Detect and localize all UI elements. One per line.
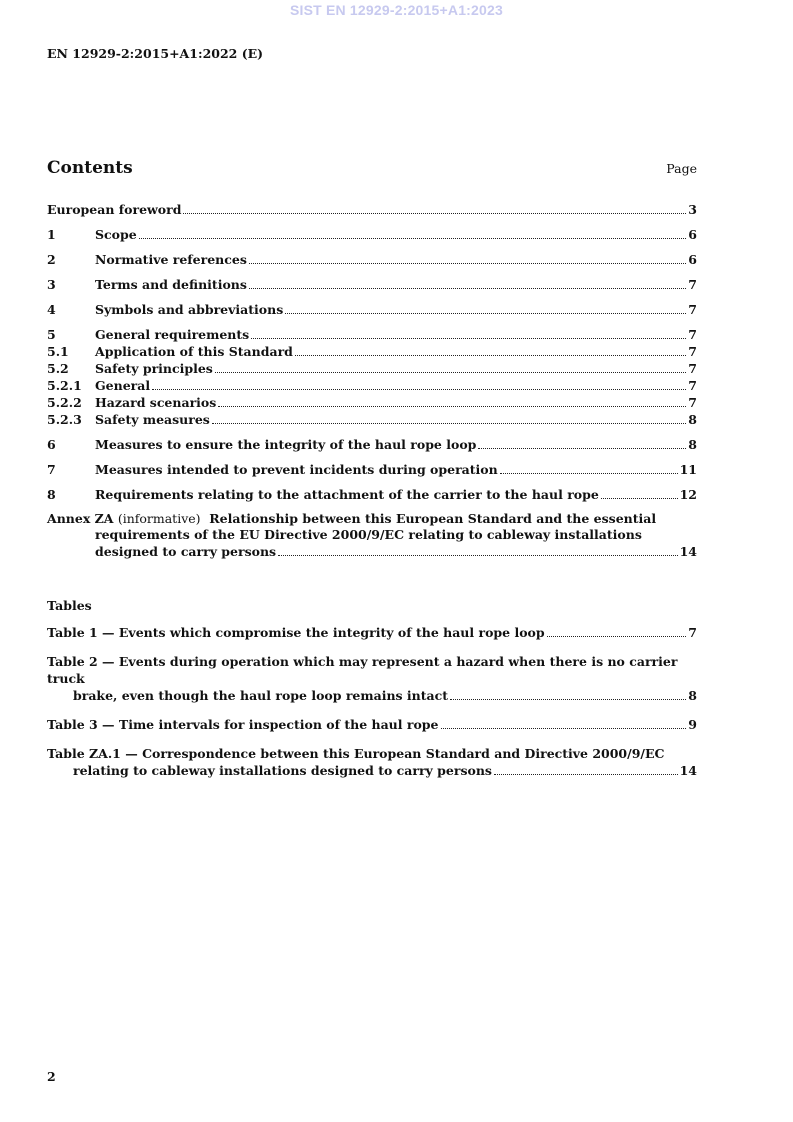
toc-entry-carrier-attachment[interactable] [47,486,697,503]
toc-entry-title: Requirements relating to the attachment of the carrier to the haul rope [95,487,599,502]
toc-entry-number: 7 [47,462,56,477]
table-entry-line [47,687,697,704]
toc-entry-title: Scope [95,227,137,242]
leader-dots [249,262,686,264]
table-entry-za1[interactable] [47,745,697,779]
toc-entry-number: 6 [47,437,56,452]
leader-dots [212,422,686,424]
table-entry-line [47,624,697,641]
leader-dots [285,312,686,314]
table-entry-1[interactable] [47,624,697,641]
toc-entry-page: 14 [679,544,697,559]
annex-title-line-1: Relationship between this European Standard and the essential [209,511,657,526]
table-entry-2[interactable] [47,653,697,704]
leader-dots [601,497,678,499]
toc-entry-number: 5.2.3 [47,412,82,427]
leader-dots [478,447,686,449]
leader-dots [450,698,686,700]
toc-entry-annex-za[interactable] [47,511,697,560]
toc-entry-number: 5.2.1 [47,378,82,393]
toc-entry-integrity-measures[interactable] [47,436,697,453]
toc-entry-page: 3 [688,202,697,217]
page-column-label: Page [666,161,697,176]
table-entry-page: 9 [688,717,697,732]
annex-title-line-3: designed to carry persons [95,544,277,559]
toc-entry-safety-principles[interactable] [47,360,697,377]
leader-dots [215,371,686,373]
toc-entry-terms-definitions[interactable] [47,276,697,293]
toc-entry-number: 5.2 [47,361,69,376]
toc-entry-number: 3 [47,277,56,292]
toc-entry-title: Symbols and abbreviations [95,302,284,317]
toc-entry-title: Terms and definitions [95,277,247,292]
toc-entry-title: General requirements [95,327,250,342]
toc-entry-page: 7 [688,395,697,410]
toc-entry-symbols-abbreviations[interactable] [47,301,697,318]
leader-dots [547,635,687,637]
toc-entry-foreword[interactable] [47,201,697,218]
toc-entry-title: General [95,378,151,393]
toc-entry-page: 7 [688,361,697,376]
table-entry-title-line-1: Table ZA.1 — Correspondence between this European Standard and Directive 2000/9/EC [47,746,665,761]
table-entry-page: 14 [679,763,697,778]
leader-dots [249,287,686,289]
toc-entry-title: Safety principles [95,361,213,376]
table-of-contents [47,201,697,560]
toc-entry-title: Measures to ensure the integrity of the haul rope loop [95,437,477,452]
toc-entry-page: 7 [688,302,697,317]
toc-entry-title: Safety measures [95,412,210,427]
table-entry-title: Table 3 — Time intervals for inspection of the haul rope [47,717,439,732]
toc-entry-general-requirements[interactable] [47,326,697,343]
toc-entry-safety-measures[interactable] [47,411,697,428]
table-entry-line [47,762,697,779]
toc-entry-number: 5 [47,327,56,342]
table-entry-title-line-1: Table 2 — Events during operation which may represent a hazard when there is no carrier truck [47,654,678,686]
toc-entry-number: 4 [47,302,56,317]
annex-line-1 [47,511,697,527]
leader-dots [183,212,686,214]
toc-entry-page: 8 [688,437,697,452]
toc-entry-number: 5.1 [47,344,69,359]
toc-entry-page: 12 [679,487,697,502]
table-entry-page: 8 [688,688,697,703]
leader-dots [251,337,686,339]
watermark: SIST EN 12929-2:2015+A1:2023 [289,2,503,18]
contents-header [47,158,697,178]
table-entry-title: Table 1 — Events which compromise the integrity of the haul rope loop [47,625,545,640]
leader-dots [441,727,687,729]
toc-entry-application[interactable] [47,343,697,360]
annex-title-line-2: requirements of the EU Directive 2000/9/EC relating to cableway installations [95,527,642,542]
table-entry-line [47,716,697,733]
list-of-tables [47,624,697,779]
leader-dots [494,773,678,775]
leader-dots [139,237,687,239]
toc-entry-page: 7 [688,327,697,342]
toc-entry-page: 11 [679,462,697,477]
tables-heading: Tables [47,598,92,613]
toc-entry-page: 7 [688,378,697,393]
toc-entry-page: 6 [688,252,697,267]
toc-entry-page: 7 [688,277,697,292]
toc-entry-page: 6 [688,227,697,242]
toc-entry-number: 5.2.2 [47,395,82,410]
toc-entry-title: Measures intended to prevent incidents during operation [95,462,498,477]
page-number: 2 [47,1069,56,1084]
toc-entry-incident-prevention[interactable] [47,461,697,478]
toc-entry-number: 2 [47,252,56,267]
leader-dots [152,388,686,390]
leader-dots [278,554,678,556]
contents-title: Contents [47,158,133,178]
toc-entry-number: 1 [47,227,56,242]
annex-note: (informative) [117,511,201,526]
annex-label: Annex ZA [47,511,114,526]
table-entry-title-line-2: relating to cableway installations designed to carry persons [73,763,492,778]
toc-entry-hazard-scenarios[interactable] [47,394,697,411]
annex-line-3 [47,543,697,560]
table-entry-title-line-2: brake, even though the haul rope loop remains intact [73,688,449,703]
table-entry-page: 7 [688,625,697,640]
toc-entry-scope[interactable] [47,226,697,243]
toc-entry-normative-references[interactable] [47,251,697,268]
leader-dots [218,405,686,407]
toc-entry-number: 8 [47,487,56,502]
toc-entry-page: 8 [688,412,697,427]
toc-entry-page: 7 [688,344,697,359]
leader-dots [295,354,686,356]
table-entry-3[interactable] [47,716,697,733]
toc-entry-title: Hazard scenarios [95,395,217,410]
toc-entry-general[interactable] [47,377,697,394]
toc-entry-title: Normative references [95,252,247,267]
toc-entry-title: Application of this Standard [95,344,293,359]
toc-entry-title: European foreword [47,202,182,217]
leader-dots [500,472,678,474]
document-id: EN 12929-2:2015+A1:2022 (E) [47,46,264,61]
